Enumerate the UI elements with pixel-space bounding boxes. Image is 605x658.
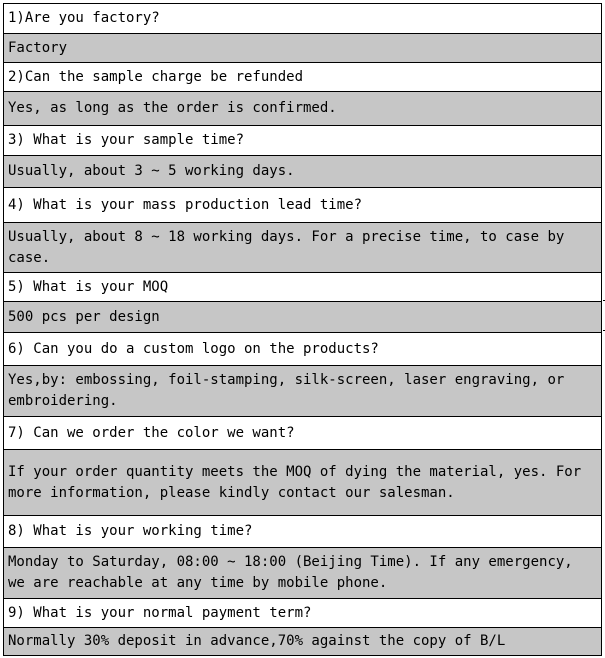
faq-answer-row xyxy=(4,223,602,273)
faq-question-row xyxy=(4,273,602,302)
faq-answer-8: Monday to Saturday, 08:00 ~ 18:00 (Beijing Time). If any emergency, we are reachable at any time by mobile phone. xyxy=(4,548,602,599)
faq-answer-2: Yes, as long as the order is confirmed. xyxy=(4,92,602,126)
faq-question-row xyxy=(4,599,602,628)
faq-answer-9: Normally 30% deposit in advance,70% against the copy of B/L xyxy=(4,628,602,656)
faq-answer-1: Factory xyxy=(4,34,602,63)
faq-question-row xyxy=(4,516,602,548)
faq-question-7: 7) Can we order the color we want? xyxy=(4,417,602,450)
faq-answer-row xyxy=(4,450,602,516)
faq-answer-row xyxy=(4,628,602,656)
faq-question-row xyxy=(4,126,602,156)
faq-question-row xyxy=(4,4,602,34)
faq-answer-row xyxy=(4,156,602,188)
faq-question-9: 9) What is your normal payment term? xyxy=(4,599,602,628)
faq-answer-7: If your order quantity meets the MOQ of dying the material, yes. For more information, please kindly contact our salesman. xyxy=(4,450,602,516)
faq-question-2: 2)Can the sample charge be refunded xyxy=(4,63,602,92)
faq-answer-5: 500 pcs per design xyxy=(4,302,602,333)
faq-question-row xyxy=(4,63,602,92)
faq-question-row xyxy=(4,417,602,450)
faq-question-row xyxy=(4,333,602,366)
faq-answer-4: Usually, about 8 ~ 18 working days. For a precise time, to case by case. xyxy=(4,223,602,273)
faq-question-5: 5) What is your MOQ xyxy=(4,273,602,302)
faq-question-4: 4) What is your mass production lead time? xyxy=(4,188,602,223)
faq-answer-row xyxy=(4,548,602,599)
faq-question-8: 8) What is your working time? xyxy=(4,516,602,548)
faq-question-3: 3) What is your sample time? xyxy=(4,126,602,156)
faq-question-6: 6) Can you do a custom logo on the products? xyxy=(4,333,602,366)
faq-answer-row xyxy=(4,302,602,333)
faq-table xyxy=(3,3,602,656)
faq-question-1: 1)Are you factory? xyxy=(4,4,602,34)
faq-answer-row xyxy=(4,92,602,126)
faq-answer-3: Usually, about 3 ~ 5 working days. xyxy=(4,156,602,188)
faq-answer-row xyxy=(4,366,602,417)
faq-question-row xyxy=(4,188,602,223)
faq-answer-6: Yes,by: embossing, foil-stamping, silk-screen, laser engraving, or embroidering. xyxy=(4,366,602,417)
faq-answer-row xyxy=(4,34,602,63)
